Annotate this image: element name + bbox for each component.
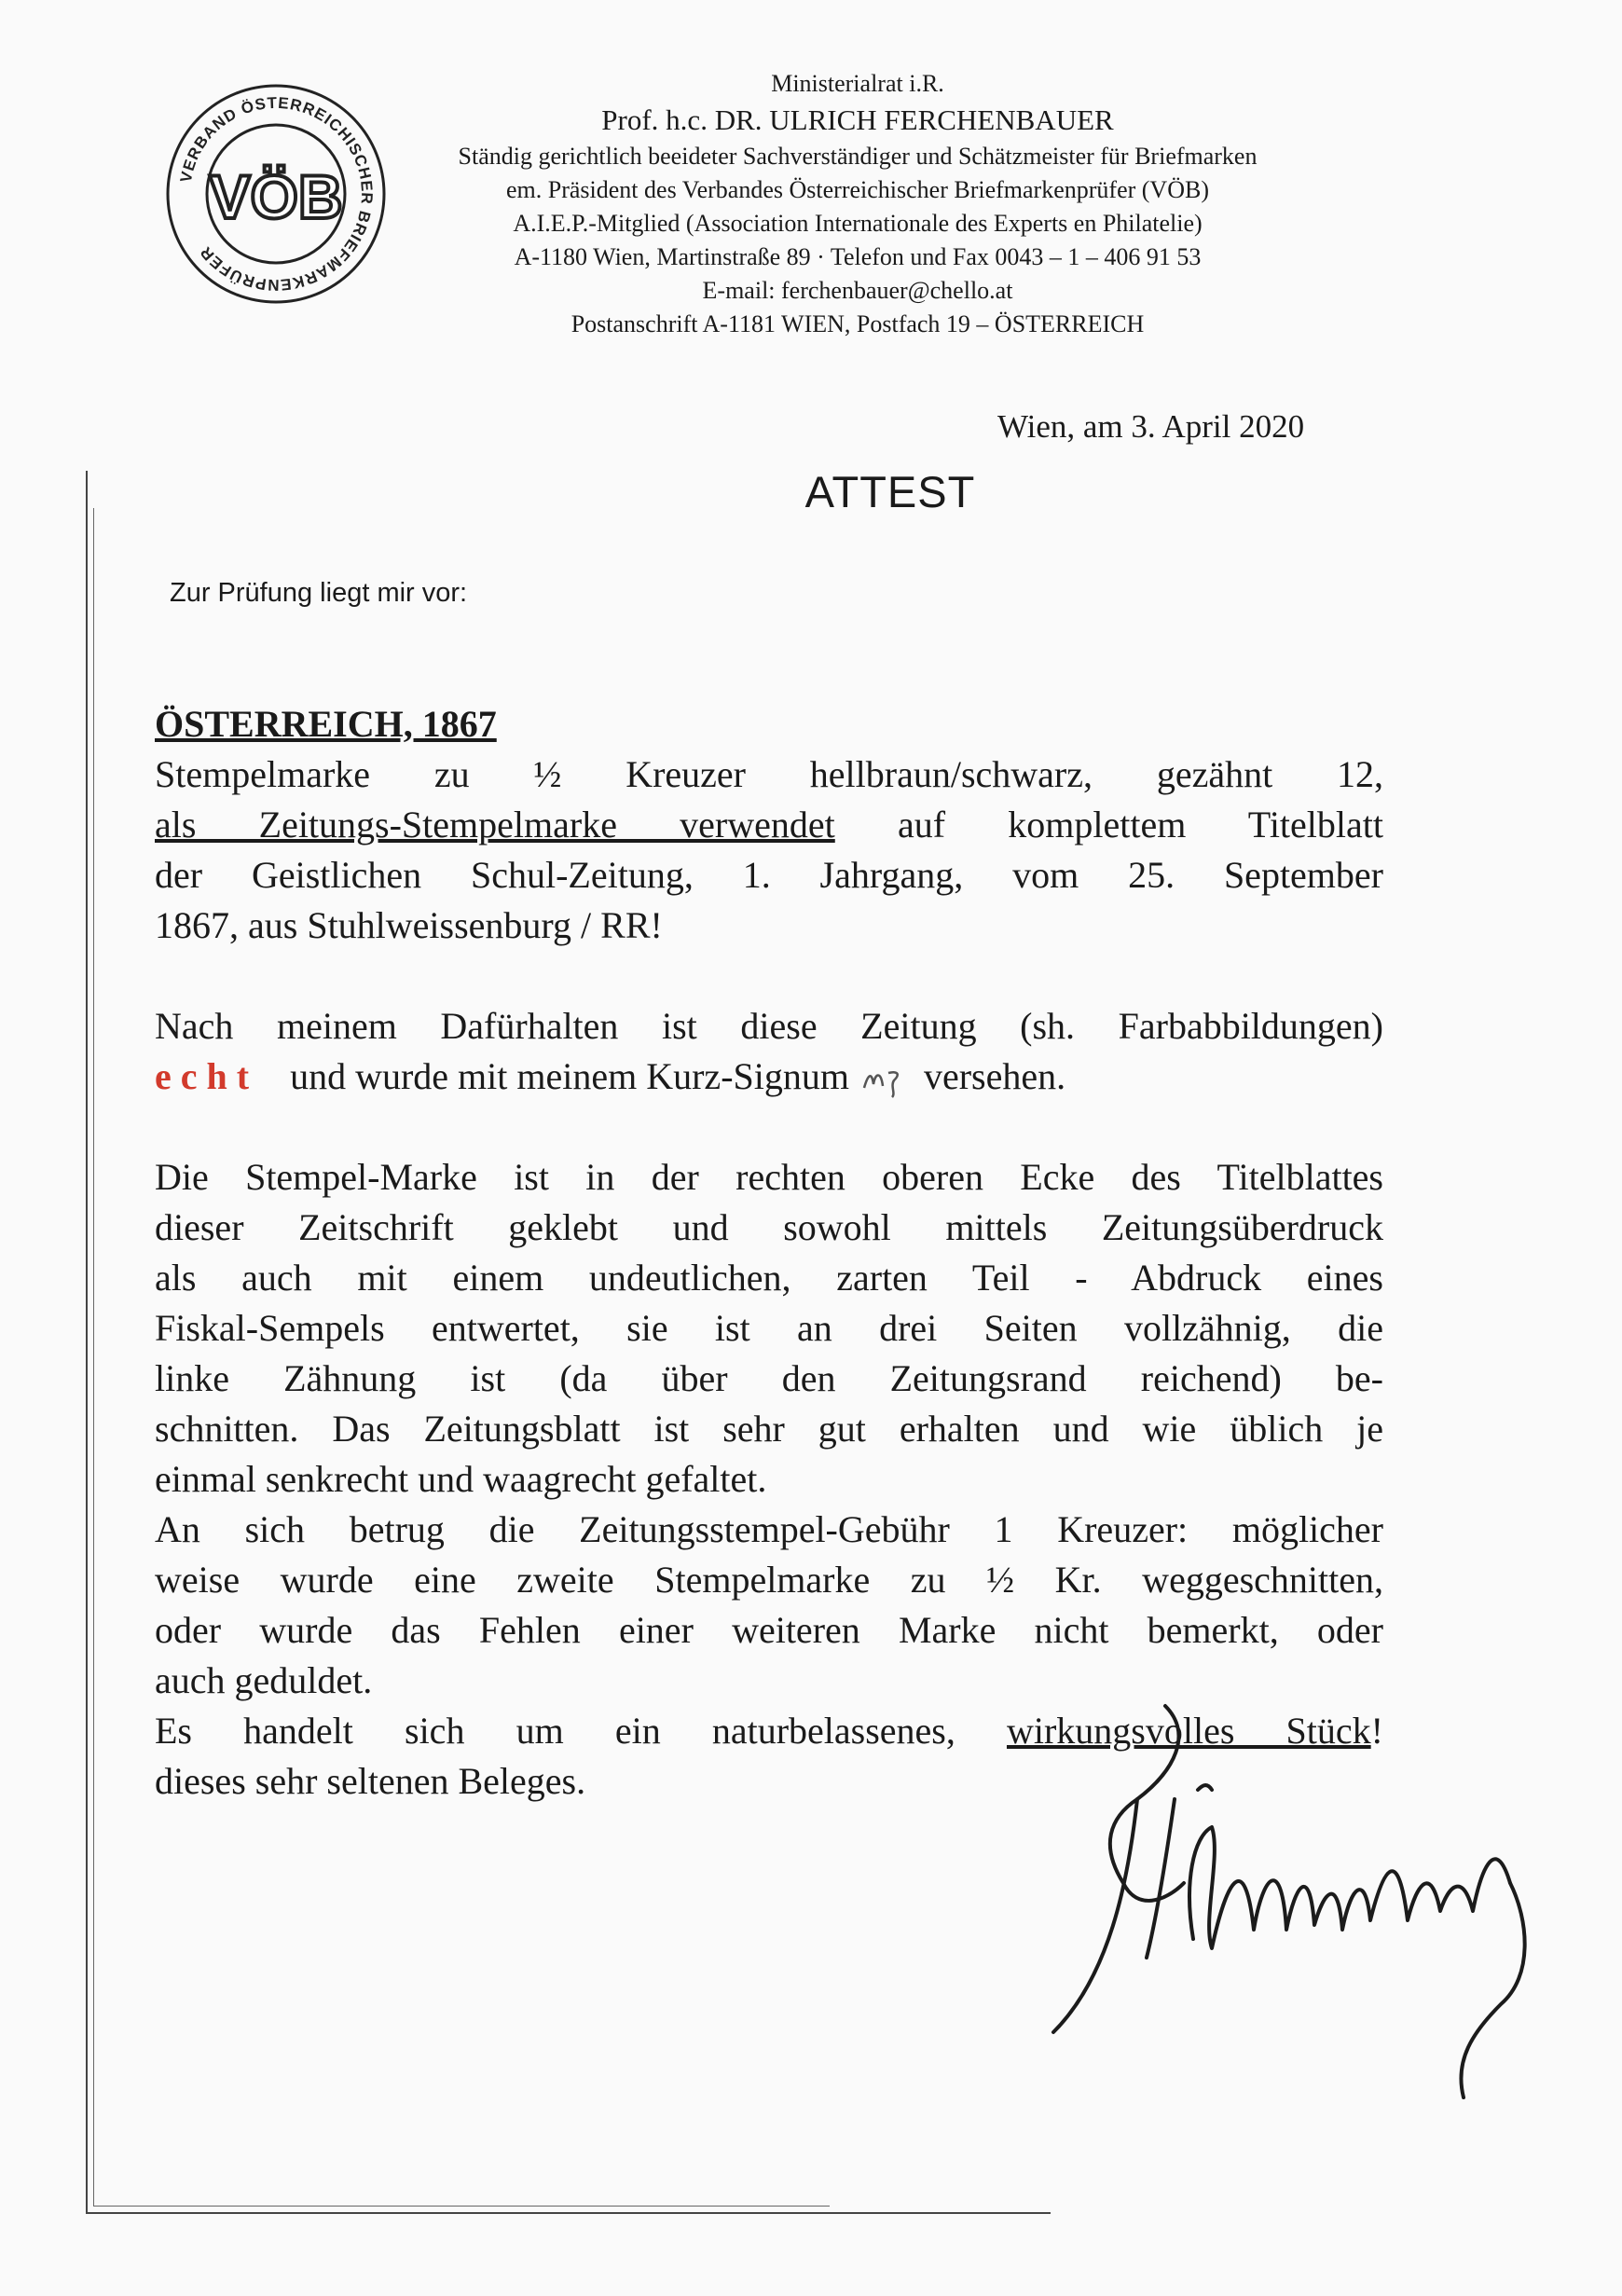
body-line: Die Stempel-Marke ist in der rechten oberen Ecke des Titelblattes xyxy=(155,1156,1383,1198)
frame-line xyxy=(86,471,88,2212)
body-line: Fiskal-Sempels entwertet, sie ist an drei Seiten vollzähnig, die xyxy=(155,1307,1383,1349)
frame-line xyxy=(93,2206,830,2207)
svg-text:VÖB: VÖB xyxy=(209,162,343,231)
body-text: und wurde mit meinem Kurz-Signum xyxy=(290,1055,849,1097)
body-line: linke Zähnung ist (da über den Zeitungsrand reichend) be- xyxy=(155,1357,1383,1399)
body-line: An sich betrug die Zeitungsstempel-Gebühr 1 Kreuzer: möglicher xyxy=(155,1508,1383,1550)
intro-text: Zur Prüfung liegt mir vor: xyxy=(170,578,468,608)
document-heading: ATTEST xyxy=(804,467,976,516)
body-line: weise wurde eine zweite Stempelmarke zu ½ Kr. weggeschnitten, xyxy=(155,1559,1383,1601)
letterhead-name: Prof. h.c. DR. ULRICH FERCHENBAUER xyxy=(601,103,1114,136)
frame-line xyxy=(93,508,94,2207)
frame-line xyxy=(86,2212,1051,2214)
body-line: auch geduldet. xyxy=(155,1659,373,1701)
attest-body xyxy=(155,699,1383,1807)
letterhead-email: E-mail: ferchenbauer@chello.at xyxy=(702,277,1013,304)
body-line: Nach meinem Dafürhalten ist diese Zeitung (sh. Farbabbildungen) xyxy=(155,1005,1383,1047)
body-line: Stempelmarke zu ½ Kreuzer hellbraun/schwarz, gezähnt 12, xyxy=(155,753,1383,795)
document-date: Wien, am 3. April 2020 xyxy=(997,408,1305,445)
body-text: versehen. xyxy=(923,1055,1066,1097)
body-line: der Geistlichen Schul-Zeitung, 1. Jahrgang, vom 25. September xyxy=(155,854,1383,896)
underlined-text: wirkungsvolles Stück xyxy=(1006,1710,1371,1752)
body-line: als auch mit einem undeutlichen, zarten Teil - Abdruck eines xyxy=(155,1257,1383,1299)
body-line: 1867, aus Stuhlweissenburg / RR! xyxy=(155,904,663,946)
letterhead-rank: Ministerialrat i.R. xyxy=(771,70,944,97)
letterhead-address: A-1180 Wien, Martinstraße 89 · Telefon und Fax 0043 – 1 – 406 91 53 xyxy=(514,243,1202,270)
spacer xyxy=(155,951,1383,1001)
underlined-text: als Zeitungs-Stempelmarke verwendet xyxy=(155,804,835,846)
body-line xyxy=(155,800,1383,850)
letterhead xyxy=(392,67,1324,341)
item-title: ÖSTERREICH, 1867 xyxy=(155,703,497,745)
body-line xyxy=(155,1052,1383,1102)
body-text: Es handelt sich um ein naturbelassenes, xyxy=(155,1710,1007,1752)
spacer xyxy=(155,1102,1383,1152)
verdict-echt: echt xyxy=(155,1055,259,1097)
body-line: einmal senkrecht und waagrecht gefaltet. xyxy=(155,1458,767,1500)
letterhead-line: A.I.E.P.-Mitglied (Association Internationale des Experts en Philatelie) xyxy=(513,210,1203,237)
letterhead-line: Ständig gerichtlich beeideter Sachverständiger und Schätzmeister für Briefmarken xyxy=(458,143,1258,170)
body-text: ! xyxy=(1370,1710,1383,1752)
body-line: schnitten. Das Zeitungsblatt ist sehr gut erhalten und wie üblich je xyxy=(155,1408,1383,1450)
handwritten-signature-icon xyxy=(1025,1697,1547,2107)
body-text: auf komplettem Titelblatt xyxy=(834,804,1384,846)
svg-text:VERBAND ÖSTERREICHISCHER BRIEF: VERBAND ÖSTERREICHISCHER BRIEFMARKENPRÜFER xyxy=(176,93,377,295)
letterhead-line: em. Präsident des Verbandes Österreichischer Briefmarkenprüfer (VÖB) xyxy=(506,176,1209,203)
body-line: dieser Zeitschrift geklebt und sowohl mittels Zeitungsüberdruck xyxy=(155,1206,1383,1248)
voeb-seal-icon xyxy=(164,82,388,306)
body-line: oder wurde das Fehlen einer weiteren Marke nicht bemerkt, oder xyxy=(155,1609,1383,1651)
letterhead-postal: Postanschrift A-1181 WIEN, Postfach 19 – ÖSTERREICH xyxy=(570,310,1145,337)
body-line: dieses sehr seltenen Beleges. xyxy=(155,1760,586,1802)
short-signature-icon xyxy=(859,1062,914,1099)
